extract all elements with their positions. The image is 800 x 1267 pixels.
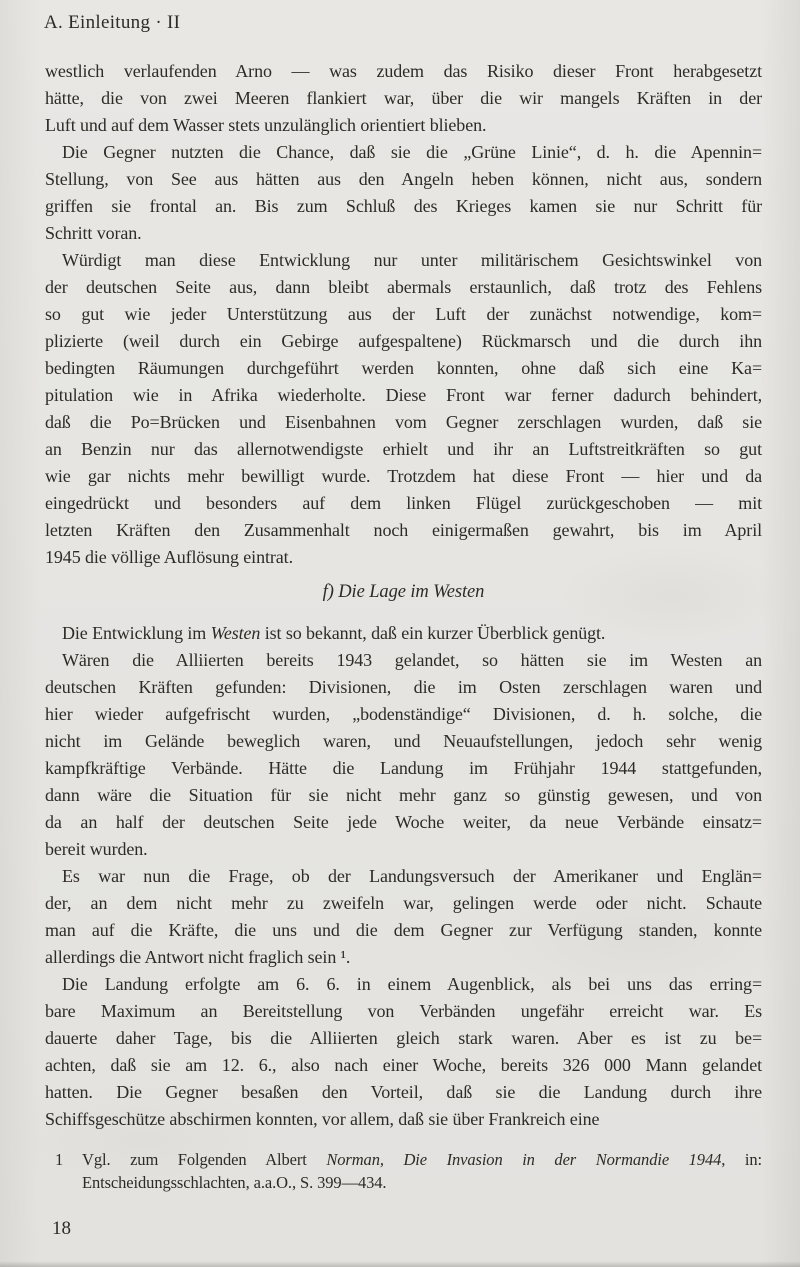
text-line: an Benzin nur das allernotwendigste erhielt und ihr an Luftstreitkräften so gut: [45, 439, 762, 459]
text-line: Die Gegner nutzten die Chance, daß sie die „Grüne Linie“, d. h. die Apennin=: [62, 142, 762, 162]
paragraph: [45, 620, 762, 647]
text-line: hätte, die von zwei Meeren flankiert war, über die wir mangels Kräften in der: [45, 88, 762, 108]
footnote-line: Entscheidungsschlachten, a.a.O., S. 399—434.: [82, 1173, 387, 1192]
paragraph: [45, 139, 762, 247]
paragraph: [45, 58, 762, 139]
text-line: dauerte daher Tage, bis die Alliierten gleich stark waren. Aber es ist zu be=: [45, 1028, 762, 1048]
text-line: Stellung, von See aus hätten aus den Angeln heben können, nicht aus, sondern: [45, 169, 762, 189]
text-line: pitulation wie in Afrika wiederholte. Diese Front war ferner dadurch behindert,: [45, 385, 762, 405]
footnote-marker: 1: [55, 1150, 64, 1169]
text-line: Die Landung erfolgte am 6. 6. in einem Augenblick, als bei uns das erring=: [62, 974, 762, 994]
text-line: Würdigt man diese Entwicklung nur unter militärischem Gesichtswinkel von: [62, 250, 762, 270]
text-line: hier wieder aufgefrischt wurden, „bodenständige“ Divisionen, d. h. solche, die: [45, 704, 762, 724]
footnote-lines: [45, 1148, 762, 1194]
text-line: griffen sie frontal an. Bis zum Schluß des Krieges kamen sie nur Schritt für: [45, 196, 762, 216]
text-line: so gut wie jeder Unterstützung aus der Luft der zunächst notwendige, kom=: [45, 304, 762, 324]
text-line: letzten Kräften den Zusammenhalt noch einigermaßen gewahrt, bis im April: [45, 520, 762, 540]
paragraph: [45, 247, 762, 571]
text-line: eingedrückt und besonders auf dem linken Flügel zurückgeschoben — mit: [45, 493, 762, 513]
text-line: 1945 die völlige Auflösung eintrat.: [45, 547, 293, 567]
text-line: Schritt voran.: [45, 223, 142, 243]
paragraph: [45, 971, 762, 1133]
section-heading: f) Die Lage im Westen: [322, 582, 485, 602]
footnote: [45, 1148, 762, 1194]
paragraph: [45, 647, 762, 863]
text-line: achten, daß sie am 12. 6., also nach einer Woche, bereits 326 000 Mann gelandet: [45, 1055, 762, 1075]
body-text: [45, 58, 762, 1133]
text-line: westlich verlaufenden Arno — was zudem das Risiko dieser Front herabgesetzt: [45, 61, 762, 81]
text-line: bereit wurden.: [45, 839, 148, 859]
text-line: Schiffsgeschütze abschirmen konnten, vor allem, daß sie über Frankreich eine: [45, 1109, 600, 1129]
text-line: hatten. Die Gegner besaßen den Vorteil, daß sie die Landung durch ihre: [45, 1082, 762, 1102]
text-line: nicht im Gelände beweglich waren, und Neuaufstellungen, jedoch sehr wenig: [45, 731, 762, 751]
text-line: deutschen Kräften gefunden: Divisionen, die im Osten zerschlagen waren und: [45, 677, 762, 697]
text-line: der deutschen Seite aus, dann bleibt abermals erstaunlich, daß trotz des Fehlens: [45, 277, 762, 297]
text-line: Es war nun die Frage, ob der Landungsversuch der Amerikaner und Englän=: [62, 866, 762, 886]
text-line: daß die Po=Brücken und Eisenbahnen vom Gegner zerschlagen wurden, daß sie: [45, 412, 762, 432]
text-line: wie gar nichts mehr bewilligt wurde. Trotzdem hat diese Front — hier und da: [45, 466, 762, 486]
text-line: bare Maximum an Bereitstellung von Verbänden ungefähr erreicht war. Es: [45, 1001, 762, 1021]
text-line: plizierte (weil durch ein Gebirge aufgespaltene) Rückmarsch und die durch ihn: [45, 331, 762, 351]
text-line: Luft und auf dem Wasser stets unzulänglich orientiert blieben.: [45, 115, 487, 135]
text-line: kampfkräftige Verbände. Hätte die Landung im Frühjahr 1944 stattgefunden,: [45, 758, 762, 778]
text-line: allerdings die Antwort nicht fraglich sein ¹.: [45, 947, 351, 967]
text-line: dann wäre die Situation für sie nicht mehr ganz so günstig gewesen, und von: [45, 785, 762, 805]
text-line: bedingten Räumungen durchgeführt werden konnten, ohne daß sich eine Ka=: [45, 358, 762, 378]
text-line: Wären die Alliierten bereits 1943 gelandet, so hätten sie im Westen an: [62, 650, 762, 670]
footnote-line: Vgl. zum Folgenden Albert Norman, Die Invasion in der Normandie 1944, in:: [82, 1150, 763, 1169]
text-line: der, an dem nicht mehr zu zweifeln war, gelingen werde oder nicht. Schaute: [45, 893, 762, 913]
scan-edge-shadow: [0, 1261, 800, 1267]
text-line: man auf die Kräfte, die uns und die dem Gegner zur Verfügung standen, konnte: [45, 920, 762, 940]
text-line: da an half der deutschen Seite jede Woche weiter, da neue Verbände einsatz=: [45, 812, 762, 832]
running-header: A. Einleitung · II: [44, 12, 181, 33]
text-line: Die Entwicklung im Westen ist so bekannt, daß ein kurzer Überblick genügt.: [62, 623, 606, 643]
page-number: 18: [52, 1218, 71, 1239]
paragraph: [45, 863, 762, 971]
